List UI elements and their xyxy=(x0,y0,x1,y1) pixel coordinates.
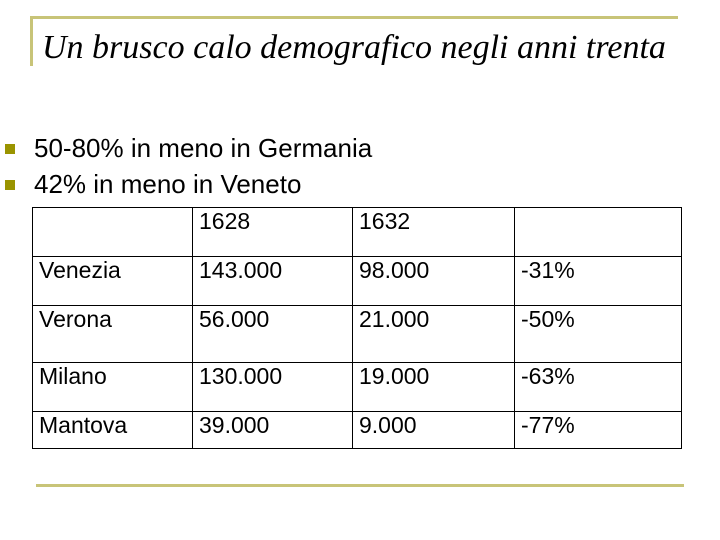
bullet-text: 42% in meno in Veneto xyxy=(34,169,302,199)
table-row xyxy=(33,257,682,306)
table-header-row xyxy=(33,208,682,257)
value-cell: 143.000 xyxy=(193,257,353,306)
header-cell: 1632 xyxy=(353,208,515,257)
value-cell: 98.000 xyxy=(353,257,515,306)
value-cell: 9.000 xyxy=(353,412,515,449)
bullet-list xyxy=(0,130,372,202)
population-table xyxy=(32,207,682,449)
square-bullet-icon xyxy=(5,180,15,190)
city-cell: Milano xyxy=(33,363,193,412)
city-cell: Mantova xyxy=(33,412,193,449)
city-cell: Verona xyxy=(33,306,193,363)
table-row xyxy=(33,306,682,363)
square-bullet-icon xyxy=(5,144,15,154)
header-cell xyxy=(33,208,193,257)
title-frame-left-rule xyxy=(30,16,33,66)
header-cell: 1628 xyxy=(193,208,353,257)
value-cell: 56.000 xyxy=(193,306,353,363)
table-row xyxy=(33,412,682,449)
slide-title: Un brusco calo demografico negli anni trenta xyxy=(42,29,666,66)
footer-rule xyxy=(36,484,684,487)
value-cell: 39.000 xyxy=(193,412,353,449)
header-cell xyxy=(515,208,682,257)
change-cell: -63% xyxy=(515,363,682,412)
change-cell: -77% xyxy=(515,412,682,449)
title-frame-top-rule xyxy=(30,16,678,19)
value-cell: 21.000 xyxy=(353,306,515,363)
change-cell: -50% xyxy=(515,306,682,363)
bullet-item xyxy=(0,130,372,166)
value-cell: 19.000 xyxy=(353,363,515,412)
city-cell: Venezia xyxy=(33,257,193,306)
change-cell: -31% xyxy=(515,257,682,306)
bullet-item xyxy=(0,166,372,202)
value-cell: 130.000 xyxy=(193,363,353,412)
table-row xyxy=(33,363,682,412)
bullet-text: 50-80% in meno in Germania xyxy=(34,133,373,163)
